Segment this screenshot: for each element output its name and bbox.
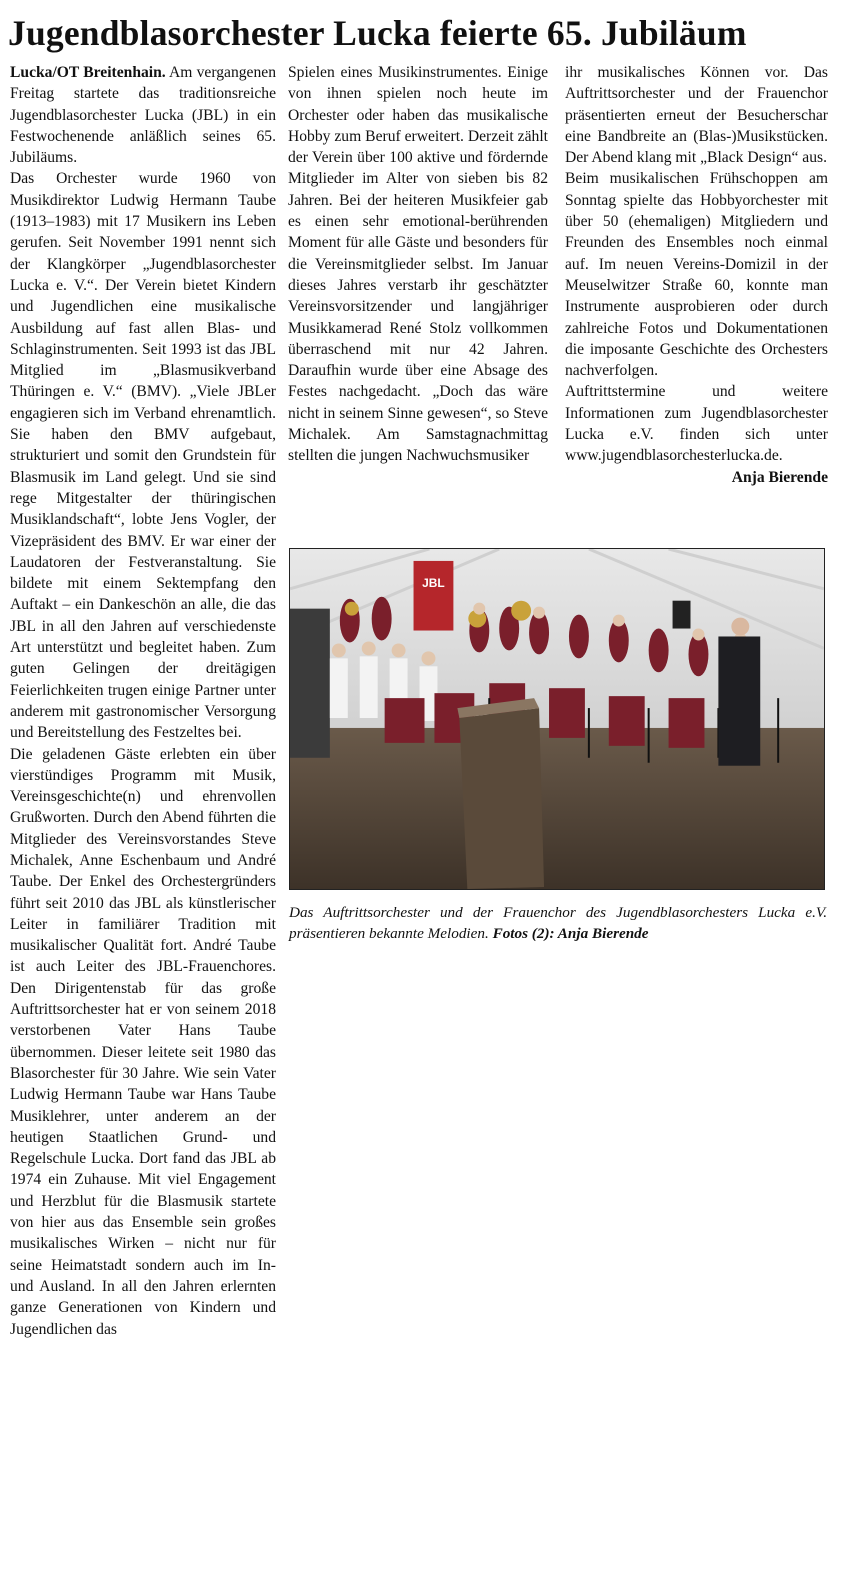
orchestra-photo — [289, 548, 825, 890]
orchestra-photo-illustration — [290, 549, 824, 889]
paragraph: ihr musikalisches Können vor. Das Auftrittsorchester und der Frauenchor präsentierten erneut der Besucherschar eine Bandbreite an (Blas-)Musikstücken. Der Abend klang mit „Black Design“ aus. — [565, 64, 828, 167]
paragraph — [10, 62, 276, 168]
author-byline: Anja Bierende — [731, 468, 828, 486]
paragraph: Beim musikalischen Frühschoppen am Sonntag spielte das Hobbyorchester mit über 50 (ehemaligen) Mitgliedern und Freunden des Ensembles noch einmal auf. Im neuen Vereins-Domizil in der Meuselwitzer Straße 60, konnte man Instrumente ausprobieren oder durch zahlreiche Fotos und Dokumentationen die imposante Geschichte des Orchesters nachverfolgen. — [565, 170, 828, 380]
caption-text: Das Auftrittsorchester und der Frauenchor des Jugendblasorchesters Lucka e.V. präsentieren bekannte Melodien. — [289, 904, 827, 942]
paragraph: Auftrittstermine und weitere Informationen zum Jugendblasorchester Lucka e.V. finden sich unter www.jugendblasorchesterlucka.de. — [565, 383, 828, 465]
jbl-banner — [414, 561, 454, 631]
photo-caption — [289, 902, 827, 944]
article-column-3 — [565, 62, 828, 488]
headline: Jugendblasorchester Lucka feierte 65. Jubiläum — [8, 13, 747, 53]
dateline: Lucka/OT Breitenhain. — [10, 64, 166, 81]
paragraph-text: Am vergangenen Freitag startete das traditionsreiche Jugendblasorchester Lucka (JBL) in ein Festwochenende anläßlich seines 65. Jubiläums. — [10, 64, 276, 167]
paragraph: Das Orchester wurde 1960 von Musikdirektor Ludwig Hermann Taube (1913–1983) mit 17 Musikern ins Leben gerufen. Seit November 1991 nennt sich der Klangkörper „Jugendblasorchester Lucka e. V.“. Der Verein bietet Kindern und Jugendlichen eine musikalische Ausbildung auf fast allen Blas- und Schlaginstrumenten. Seit 1993 ist das JBL Mitglied im „Blasmusikverband Thüringen e. V.“ (BMV). „Viele JBLer engagieren sich im Verband ehrenamtlich. Sie haben den BMV aufgebaut, strukturiert und somit den Grundstein für Blasmusik im Land gelegt. Und sie sind rege Mitgestalter der thüringischen Musiklandschaft“, lobte Jens Vogler, der Vizepräsident des BMV. Er war einer der Laudatoren der Festveranstaltung. Sie bildete mit einem Sektempfang den Auftakt – ein Dankeschön an alle, die das JBL in all den Jahren auf verschiedenste Art unterstützt und begleitet haben. Zum guten Gelingen der dreitägigen Feierlichkeiten trugen einige Partner unter anderem mit gastronomischer Versorgung und Bereitstellung des Festzeltes bei. — [10, 170, 276, 742]
lectern — [457, 698, 544, 889]
paragraph: Die geladenen Gäste erlebten ein über vierstündiges Programm mit Musik, Vereinsgeschichte(n) und ehrenvollen Grußworten. Durch den Abend führten die Mitglieder des Vereinsvorstandes Steve Michalek, Anne Eschenbaum und André Taube. Der Enkel des Orchestergründers führt seit 2010 das JBL als künstlerischer Leiter in familiärer Tradition mit musikalischer Qualität fort. André Taube ist auch Leiter des JBL-Frauenchores. Den Dirigentenstab für das große Auftrittsorchester hat er von seinem 2018 verstorbenen Vater Hans Taube übernommen. Dieser leitete seit 1980 das Blasorchester für 30 Jahre. Wie sein Vater Ludwig Hermann Taube war Hans Taube Musiklehrer, unter anderem an der heutigen Staatlichen Grund- und Regelschule Lucka. Dort fand das JBL ab 1974 ein Zuhause. Mit viel Engagement und Herzblut für die Blasmusik startete von hier aus das Ensemble sein großes musikalisches Wirken – nicht nur für seine Heimatstadt sondern auch im In- und Ausland. In all den Jahren erlernten ganze Generationen von Kindern und Jugendlichen das — [10, 745, 276, 1338]
article-column-2 — [288, 62, 548, 467]
photo-credit: Fotos (2): Anja Bierende — [492, 925, 649, 942]
banner-text: JBL — [422, 575, 445, 590]
conductor — [718, 618, 760, 766]
article-column-1 — [10, 62, 276, 1340]
paragraph: Spielen eines Musikinstrumentes. Einige von ihnen spielen noch heute im Orchester oder haben das musikalische Hobby zum Beruf erweitert. Derzeit zählt der Verein über 100 aktive und fördernde Mitglieder im Alter von sieben bis 82 Jahren. Bei der heiteren Musikfeier gab es einen sehr emotional-berührenden Moment für alle Gäste und besonders für die Vereinsmitglieder selbst. Im Januar dieses Jahres verstarb ihr geschätzter Vereinsvorsitzender und langjähriger Musikkamerad René Stolz vollkommen überraschend mit nur 42 Jahren. Daraufhin wurde über eine Absage des Festes nachgedacht. „Doch das wäre nicht in seinem Sinne gewesen“, so Steve Michalek. Am Samstagnachmittag stellten die jungen Nachwuchsmusiker — [288, 64, 548, 465]
